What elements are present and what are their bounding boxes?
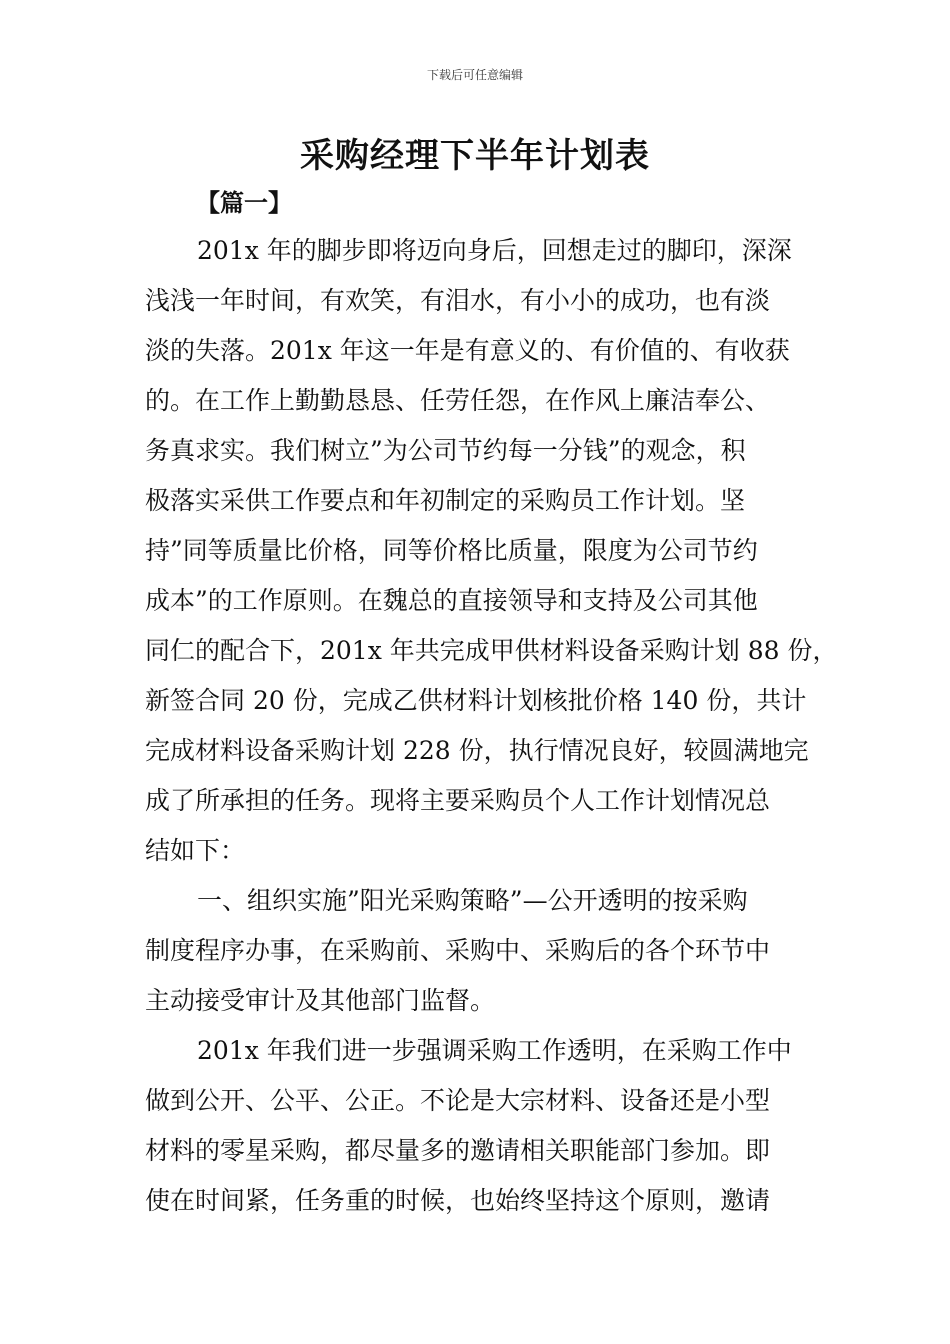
paragraph-line: 材料的零星采购，都尽量多的邀请相关职能部门参加。即 (145, 1136, 771, 1165)
paragraph-line: 201x 年的脚步即将迈向身后，回想走过的脚印，深深 (197, 236, 792, 265)
paragraph-line: 的。在工作上勤勤恳恳、任劳任怨，在作风上廉洁奉公、 (145, 386, 771, 415)
paragraph-line: 制度程序办事，在采购前、采购中、采购后的各个环节中 (145, 936, 771, 965)
paragraph-line: 浅浅一年时间，有欢笑，有泪水，有小小的成功，也有淡 (145, 286, 771, 315)
paragraph-line: 淡的失落。201x 年这一年是有意义的、有价值的、有收获 (145, 336, 790, 365)
paragraph-line: 结如下： (145, 836, 246, 865)
paragraph-line: 持”同等质量比价格，同等价格比质量，限度为公司节约 (145, 536, 758, 565)
paragraph-line: 201x 年我们进一步强调采购工作透明，在采购工作中 (197, 1036, 792, 1065)
document-body (145, 226, 838, 1226)
document-title: 采购经理下半年计划表 (300, 136, 650, 176)
paragraph-line: 完成材料设备采购计划 228 份，执行情况良好，较圆满地完 (145, 736, 809, 765)
paragraph-line: 做到公开、公平、公正。不论是大宗材料、设备还是小型 (145, 1086, 771, 1115)
paragraph-line: 极落实采供工作要点和年初制定的采购员工作计划。坚 (145, 486, 746, 515)
paragraph-line: 新签合同 20 份，完成乙供材料计划核批价格 140 份，共计 (145, 686, 807, 715)
paragraph-line: 同仁的配合下，201x 年共完成甲供材料设备采购计划 88 份， (145, 636, 838, 665)
section-label: 【篇一】 (196, 189, 292, 217)
paragraph-line: 务真求实。我们树立”为公司节约每一分钱”的观念，积 (145, 436, 746, 465)
paragraph-line: 使在时间紧，任务重的时候，也始终坚持这个原则，邀请 (145, 1186, 771, 1215)
paragraph-line: 成本”的工作原则。在魏总的直接领导和支持及公司其他 (145, 586, 758, 615)
paragraph-line: 成了所承担的任务。现将主要采购员个人工作计划情况总 (145, 786, 771, 815)
paragraph-line: 一、组织实施”阳光采购策略”—公开透明的按采购 (197, 886, 748, 915)
paragraph-line: 主动接受审计及其他部门监督。 (145, 986, 496, 1015)
header-note: 下载后可任意编辑 (426, 68, 523, 82)
